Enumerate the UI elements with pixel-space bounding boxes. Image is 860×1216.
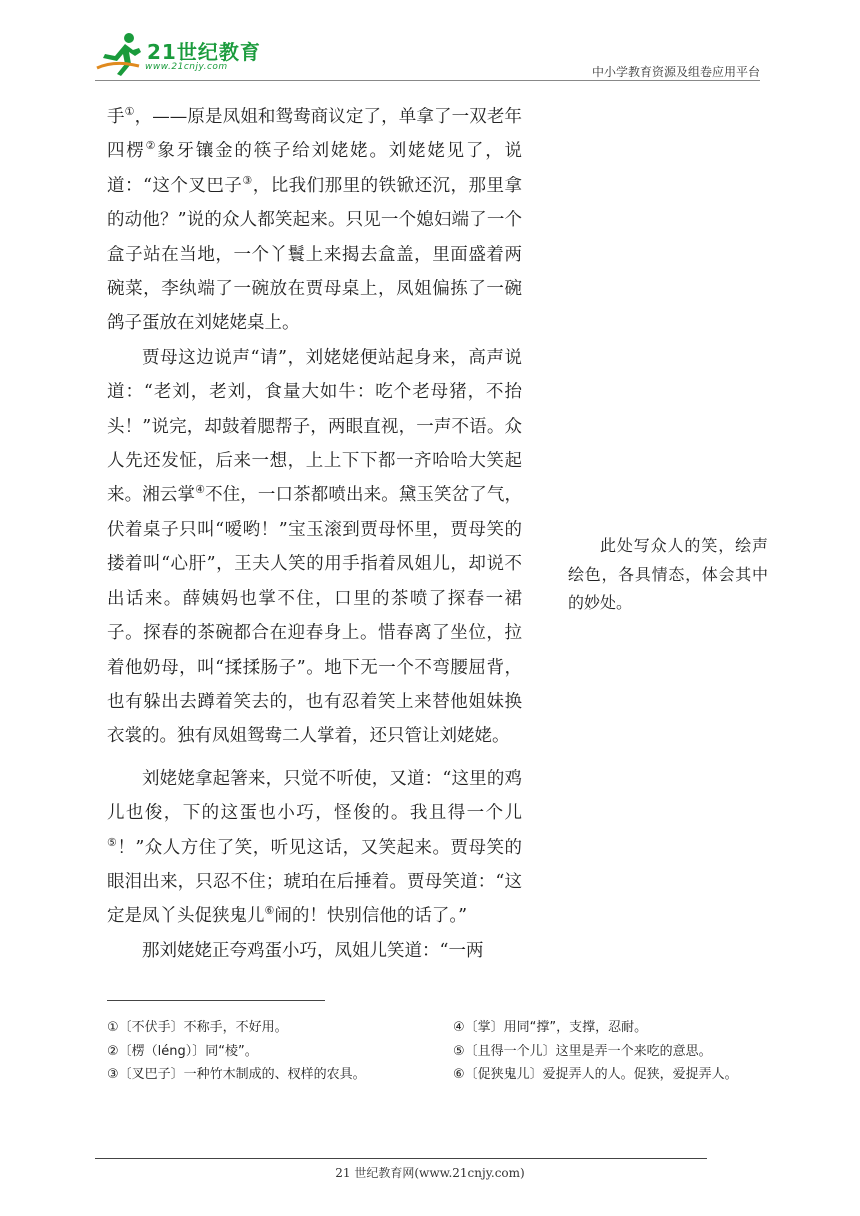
header-platform-text: 中小学教育资源及组卷应用平台: [591, 65, 760, 79]
footnote-item: ①〔不伏手〕不称手，不好用。: [107, 1020, 288, 1035]
margin-note-text: 此处写众人的笑，绘声绘色，各具情态，体会其中的妙处。: [568, 536, 768, 612]
text-segment: 手: [107, 107, 125, 127]
main-text: [107, 100, 522, 968]
footer-divider: [95, 1158, 707, 1159]
site-logo[interactable]: [95, 30, 265, 80]
text-segment: ，——原是凤姐和鸳鸯商议定了，单拿了一双老年四楞: [107, 107, 522, 162]
text-segment: 贾母这边说声“请”，刘姥姥便站起身来，高声说道：“老刘，老刘，食量大如牛：吃个老母猪，不抬头！”说完，却鼓着腮帮子，两眼直视，一声不语。众人先还发怔，后来一想，上上下下都一齐哈哈大笑起来。湘云掌: [107, 347, 522, 506]
footnote-divider: [107, 1000, 325, 1001]
logo-url: www.21cnjy.com: [145, 62, 228, 72]
text-segment: 刘姥姥拿起箸来，只觉不听使，又道：“这里的鸡儿也俊，下的这蛋也小巧，怪俊的。我且得一个儿: [107, 768, 522, 824]
footnote-item: ④〔掌〕用同“撑”，支撑，忍耐。: [453, 1020, 648, 1035]
paragraph-3: [107, 762, 522, 934]
footnote-ref: ⑤: [107, 835, 118, 849]
paragraph-2: [107, 341, 522, 754]
margin-annotation: [568, 532, 768, 618]
footnote-ref: ①: [124, 105, 135, 119]
header-divider: [95, 80, 760, 81]
text-segment: 闹的！快别信他的话了。”: [274, 906, 468, 927]
text-segment: 象牙镶金的筷子给刘姥姥。刘姥姥见了，说道：“这个叉巴子: [107, 141, 522, 196]
paragraph-1: [107, 100, 522, 341]
footnote-ref: ②: [145, 139, 158, 153]
logo-text: 21世纪教育: [147, 40, 261, 64]
footnotes-right-column: [453, 1016, 738, 1087]
page-footer[interactable]: 21 世纪教育网(www.21cnjy.com): [335, 1166, 525, 1180]
footnotes-left-column: [107, 1016, 366, 1087]
footnote-item: ⑥〔促狭鬼儿〕爱捉弄人的人。促狭，爱捉弄人。: [453, 1067, 738, 1082]
text-segment: ！”众人方住了笑，听见这话，又笑起来。贾母笑的眼泪出来，只忍不住；琥珀在后捶着。贾母笑道：“这定是凤丫头促狭鬼儿: [107, 837, 522, 927]
footnote-ref: ③: [242, 173, 253, 187]
footnote-ref: ④: [195, 483, 206, 497]
page-header: [95, 30, 760, 80]
text-segment: 那刘姥姥正夸鸡蛋小巧，凤姐儿笑道：“一两: [142, 940, 484, 961]
footnote-ref: ⑥: [264, 904, 275, 918]
footnote-item: ⑤〔且得一个儿〕这里是弄一个来吃的意思。: [453, 1043, 712, 1059]
paragraph-4: [107, 934, 522, 968]
text-segment: 不住，一口茶都喷出来。黛玉笑岔了气，伏着桌子只叫“嗳哟！”宝玉滚到贾母怀里，贾母笑的搂着叫“心肝”，王夫人笑的用手指着凤姐儿，却说不出话来。薛姨妈也掌不住，口里的茶喷了探春一裙子。探春的茶碗都合在迎春身上。惜春离了坐位，拉着他奶母，叫“揉揉肠子”。地下无一个不弯腰屈背，也有躲出去蹲着笑去的，也有忍着笑上来替他姐妹换衣裳的。独有凤姐鸳鸯二人掌着，还只管让刘姥姥。: [107, 485, 523, 747]
text-segment: ，比我们那里的铁锨还沉，那里拿的动他？”说的众人都笑起来。只见一个媳妇端了一个盒子站在当地，一个丫鬟上来揭去盒盖，里面盛着两碗菜，李纨端了一碗放在贾母桌上，凤姐偏拣了一碗鸽子蛋放在刘姥姥桌上。: [107, 175, 523, 334]
footnote-item: ②〔楞（léng）〕同“棱”。: [107, 1043, 258, 1059]
footnote-item: ③〔叉巴子〕一种竹木制成的、杈样的农具。: [107, 1067, 366, 1082]
running-figure-icon: [95, 30, 147, 78]
